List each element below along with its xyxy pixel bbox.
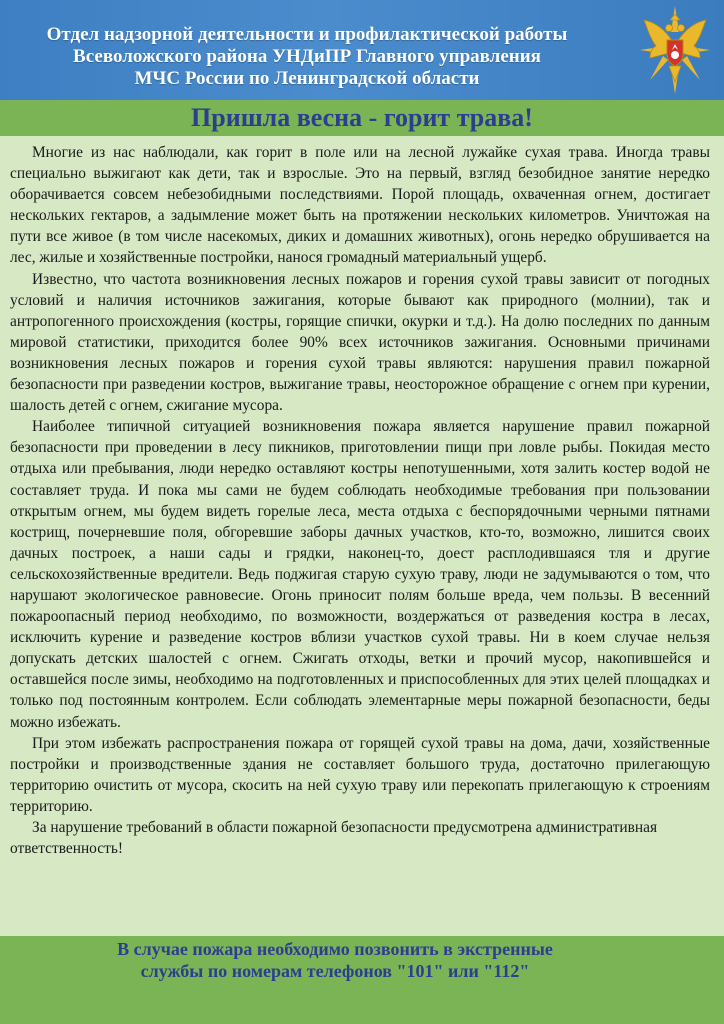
paragraph-1: Многие из нас наблюдали, как горит в поле или на лесной лужайке сухая трава. Иногда травы специально выжигают как дети, так и взрослые. Это на первый, взгляд безобидное занятие нередко оборачивается совсем небезобидными последствиями. Порой площадь, охваченная огнем, достигает нескольких гектаров, а задымление может быть на протяжении нескольких километров. Уничтожая на пути все живое (в том числе насекомых, диких и домашних животных), огонь нередко обрушивается на лес, жилые и хозяйственные постройки, нанося громадный материальный ущерб.	[10, 144, 710, 267]
paragraph-5: За нарушение требований в области пожарной безопасности предусмотрена административная ответственность!	[10, 819, 658, 858]
header-line-3: МЧС России по Ленинградской области	[134, 68, 480, 89]
page-title: Пришла весна - горит трава!	[191, 103, 533, 132]
header-line-1: Отдел надзорной деятельности и профилактической работы	[46, 24, 568, 45]
footer-band	[0, 936, 724, 1024]
paragraph-3: Наиболее типичной ситуацией возникновения пожара является нарушение правил пожарной безопасности при проведении в лесу пикников, приготовлении пищи при ловле рыбы. Покидая место отдыха или пребывания, люди нередко оставляют костры непотушенными, хотя залить костер водой не составляет труда. И пока мы сами не будем соблюдать необходимые требования при пользовании открытым огнем, мы будем видеть горелые леса, места отдыха с беспорядочными черными пятнами кострищ, почерневшие поля, обгоревшие заборы дачных участков, кто-то, возможно, лишится своих дачных построек, а наши сады и грядки, наконец-то, доест расплодившаяся тля и другие сельскохозяйственные вредители. Ведь поджигая старую сухую траву, люди не задумываются о том, что нарушают экологическое равновесие. Огонь приносит полям больше вреда, чем пользы. В весенний пожароопасный период необходимо, по возможности, воздержаться от разведения костра в лесах, исключить курение и разведение костров вблизи участков сухой травы. Ни в коем случае нельзя допускать детских шалостей с огнем. Сжигать отходы, ветки и прочий мусор, накопившейся и оставшейся после зимы, необходимо на подготовленных и приспособленных для этих целей площадках и только под постоянным контролем. Если соблюдать элементарные меры пожарной безопасности, беды можно избежать.	[10, 418, 710, 731]
title-band	[0, 100, 724, 136]
paragraph-2: Известно, что частота возникновения лесных пожаров и горения сухой травы зависит от погодных условий и наличия источников зажигания, которые бывают как природного (молнии), так и антропогенного происхождения (костры, горящие спички, окурки и т.д.). На долю последних по данным мировой статистики, приходится более 90% всех источников зажигания. Основными причинами возникновения лесных пожаров и горения сухой травы являются: нарушения правил пожарной безопасности при разведении костров, выжигание травы, неосторожное обращение с огнем при курении, шалость детей с огнем, сжигание мусора.	[10, 270, 710, 415]
footer-line-2: службы по номерам телефонов "101" или "112"	[140, 961, 530, 981]
article-body	[10, 142, 710, 859]
header-banner	[0, 0, 724, 100]
emercom-emblem-icon	[636, 2, 714, 98]
paragraph-4: При этом избежать распространения пожара от горящей сухой травы на дома, дачи, хозяйственные постройки и производственные здания не составляет большого труда, достаточно прилегающую территорию очистить от мусора, скосить на ней сухую траву или перекопать прилегающую к строениям территорию.	[10, 734, 710, 815]
header-line-2: Всеволожского района УНДиПР Главного управления	[73, 46, 541, 67]
footer-line-1: В случае пожара необходимо позвонить в экстренные	[117, 939, 553, 959]
